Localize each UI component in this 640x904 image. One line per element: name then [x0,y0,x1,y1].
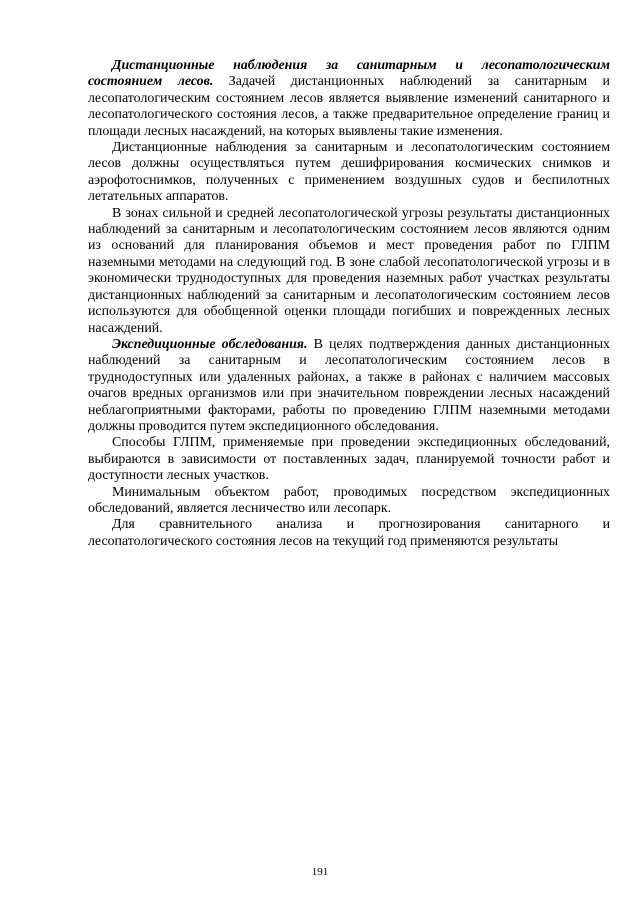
paragraph-text: Дистанционные наблюдения за санитарным и лесопатологическим состоянием лесов должны осуществляться путем дешифрирования космических снимков и аэрофотоснимков, полученных с применением воздушных судов и беспилотных летательных аппаратов. [88,140,610,205]
paragraph-text: В целях подтверждения данных дистанционных наблюдений за санитарным и лесопатологическим состоянием лесов в труднодоступных или удаленных районах, а также в районах с наличием массовых очагов вредных организмов или при значительном повреждении лесных насаждений неблагоприятными факторами, работы по проведению ГЛПМ наземными методами должны проводится путем экспедиционного обследования. [88,336,610,434]
paragraph-6 [88,485,610,518]
paragraph-heading: Экспедиционные обследования. [112,336,308,352]
paragraph-1 [88,58,610,140]
page-number: 191 [311,866,329,878]
document-page [88,58,610,550]
paragraph-text: Для сравнительного анализа и прогнозирования санитарного и лесопатологического состояния лесов на текущий год применяются результаты [88,517,610,549]
paragraph-text: Минимальным объектом работ, проводимых посредством экспедиционных обследований, является лесничество или лесопарк. [88,484,610,516]
paragraph-3 [88,206,610,337]
paragraph-text: Способы ГЛПМ, применяемые при проведении экспедиционных обследований, выбираются в зависимости от поставленных задач, планируемой точности работ и доступности лесных участков. [88,435,610,484]
paragraph-5 [88,435,610,484]
paragraph-2 [88,140,610,206]
paragraph-4 [88,337,610,435]
paragraph-heading: Дистанционные наблюдения за санитарным и лесопатологическим состоянием лесов. [88,58,610,90]
paragraph-7 [88,517,610,550]
paragraph-text: Задачей дистанционных наблюдений за санитарным и лесопатологическим состоянием лесов является выявление изменений санитарного и лесопатологического состояния лесов, а также предварительное определение границ и площади лесных насаждений, на которых выявлены такие изменения. [88,74,610,139]
paragraph-text: В зонах сильной и средней лесопатологической угрозы результаты дистанционных наблюдений за санитарным и лесопатологическим состоянием лесов являются одним из оснований для планирования объемов и мест проведения работ по ГЛПМ наземными методами на следующий год. В зоне слабой лесопатологической угрозы и в экономически труднодоступных для проведения наземных работ участках результаты дистанционных наблюдений за санитарным и лесопатологическим состоянием лесов используются для обобщенной оценки площади погибших и поврежденных лесных насаждений. [88,205,610,336]
